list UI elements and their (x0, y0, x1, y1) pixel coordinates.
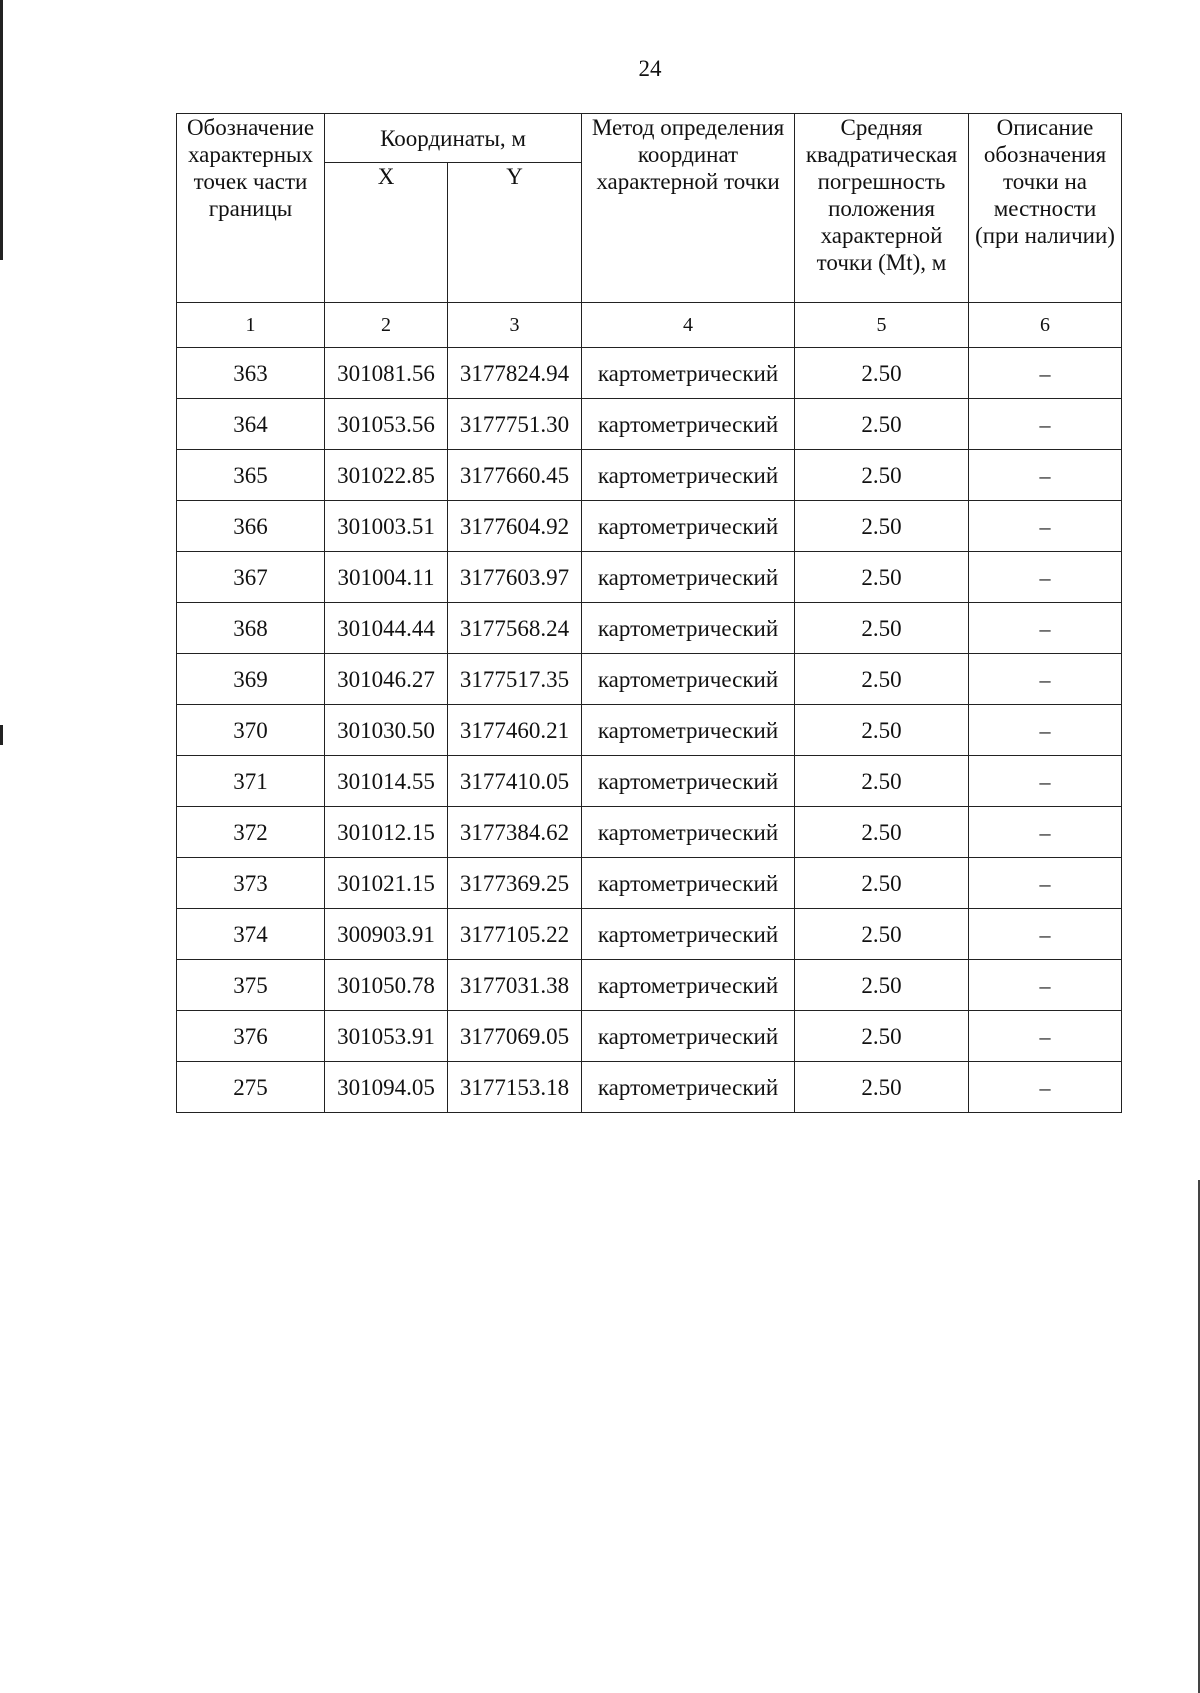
cell-error: 2.50 (795, 858, 969, 909)
cell-method: картометрический (582, 450, 795, 501)
table-row (177, 1062, 1122, 1113)
cell-method: картометрический (582, 1011, 795, 1062)
cell-y: 3177369.25 (448, 858, 582, 909)
cell-point: 363 (177, 348, 325, 399)
cell-method: картометрический (582, 399, 795, 450)
table-row (177, 705, 1122, 756)
cell-x: 301053.91 (325, 1011, 448, 1062)
cell-error: 2.50 (795, 348, 969, 399)
cell-y: 3177517.35 (448, 654, 582, 705)
cell-error: 2.50 (795, 501, 969, 552)
table-header (177, 114, 1122, 348)
cell-description: – (969, 501, 1122, 552)
cell-point: 364 (177, 399, 325, 450)
cell-x: 301003.51 (325, 501, 448, 552)
cell-description: – (969, 603, 1122, 654)
table-row (177, 1011, 1122, 1062)
cell-point: 372 (177, 807, 325, 858)
cell-error: 2.50 (795, 603, 969, 654)
cell-point: 373 (177, 858, 325, 909)
column-numbers-row (177, 303, 1122, 348)
cell-y: 3177824.94 (448, 348, 582, 399)
cell-error: 2.50 (795, 1062, 969, 1113)
column-number: 1 (177, 303, 325, 348)
cell-method: картометрический (582, 858, 795, 909)
cell-method: картометрический (582, 909, 795, 960)
table-row (177, 654, 1122, 705)
cell-method: картометрический (582, 552, 795, 603)
cell-error: 2.50 (795, 1011, 969, 1062)
cell-y: 3177751.30 (448, 399, 582, 450)
cell-y: 3177460.21 (448, 705, 582, 756)
table-row (177, 603, 1122, 654)
cell-error: 2.50 (795, 450, 969, 501)
cell-error: 2.50 (795, 654, 969, 705)
cell-point: 368 (177, 603, 325, 654)
header-error: Средняя квадратическая погрешность положения характерной точки (Mt), м (795, 114, 969, 303)
cell-error: 2.50 (795, 807, 969, 858)
cell-point: 371 (177, 756, 325, 807)
cell-description: – (969, 654, 1122, 705)
cell-x: 301022.85 (325, 450, 448, 501)
cell-point: 367 (177, 552, 325, 603)
cell-method: картометрический (582, 348, 795, 399)
column-number: 6 (969, 303, 1122, 348)
header-y: Y (448, 163, 582, 303)
column-number: 3 (448, 303, 582, 348)
cell-x: 301053.56 (325, 399, 448, 450)
cell-point: 366 (177, 501, 325, 552)
cell-x: 301030.50 (325, 705, 448, 756)
cell-method: картометрический (582, 705, 795, 756)
cell-y: 3177410.05 (448, 756, 582, 807)
cell-error: 2.50 (795, 909, 969, 960)
cell-x: 300903.91 (325, 909, 448, 960)
cell-point: 370 (177, 705, 325, 756)
table-row (177, 756, 1122, 807)
table-row (177, 807, 1122, 858)
table-row (177, 399, 1122, 450)
page-number: 24 (638, 56, 662, 81)
cell-error: 2.50 (795, 552, 969, 603)
cell-x: 301046.27 (325, 654, 448, 705)
cell-x: 301021.15 (325, 858, 448, 909)
cell-point: 376 (177, 1011, 325, 1062)
table-row (177, 858, 1122, 909)
cell-x: 301094.05 (325, 1062, 448, 1113)
cell-description: – (969, 552, 1122, 603)
scan-edge-left (0, 0, 3, 260)
cell-y: 3177153.18 (448, 1062, 582, 1113)
cell-point: 275 (177, 1062, 325, 1113)
cell-method: картометрический (582, 960, 795, 1011)
header-description: Описание обозначения точки на местности (при наличии) (969, 114, 1122, 303)
cell-method: картометрический (582, 756, 795, 807)
cell-description: – (969, 399, 1122, 450)
cell-point: 369 (177, 654, 325, 705)
table-body (177, 348, 1122, 1113)
cell-point: 365 (177, 450, 325, 501)
table-row (177, 960, 1122, 1011)
cell-method: картометрический (582, 654, 795, 705)
cell-x: 301044.44 (325, 603, 448, 654)
cell-point: 374 (177, 909, 325, 960)
cell-method: картометрический (582, 807, 795, 858)
cell-x: 301004.11 (325, 552, 448, 603)
column-number: 4 (582, 303, 795, 348)
cell-point: 375 (177, 960, 325, 1011)
column-number: 5 (795, 303, 969, 348)
cell-error: 2.50 (795, 756, 969, 807)
coordinates-table (176, 113, 1122, 1113)
table-row (177, 348, 1122, 399)
header-x: X (325, 163, 448, 303)
scan-edge-left (0, 725, 3, 745)
table-row (177, 450, 1122, 501)
cell-y: 3177604.92 (448, 501, 582, 552)
cell-description: – (969, 909, 1122, 960)
cell-method: картометрический (582, 1062, 795, 1113)
cell-method: картометрический (582, 603, 795, 654)
cell-description: – (969, 705, 1122, 756)
cell-error: 2.50 (795, 705, 969, 756)
cell-y: 3177105.22 (448, 909, 582, 960)
cell-method: картометрический (582, 501, 795, 552)
cell-description: – (969, 450, 1122, 501)
cell-description: – (969, 1011, 1122, 1062)
cell-y: 3177031.38 (448, 960, 582, 1011)
cell-y: 3177069.05 (448, 1011, 582, 1062)
cell-x: 301014.55 (325, 756, 448, 807)
cell-description: – (969, 348, 1122, 399)
cell-description: – (969, 960, 1122, 1011)
cell-x: 301081.56 (325, 348, 448, 399)
cell-error: 2.50 (795, 960, 969, 1011)
cell-y: 3177384.62 (448, 807, 582, 858)
header-coordinates: Координаты, м (325, 114, 582, 163)
table-row (177, 552, 1122, 603)
cell-y: 3177660.45 (448, 450, 582, 501)
cell-description: – (969, 1062, 1122, 1113)
header-method: Метод определения координат характерной точки (582, 114, 795, 303)
header-point: Обозначение характерных точек части границы (177, 114, 325, 303)
table-row (177, 501, 1122, 552)
column-number: 2 (325, 303, 448, 348)
cell-x: 301012.15 (325, 807, 448, 858)
cell-description: – (969, 756, 1122, 807)
cell-y: 3177603.97 (448, 552, 582, 603)
cell-description: – (969, 858, 1122, 909)
cell-error: 2.50 (795, 399, 969, 450)
cell-description: – (969, 807, 1122, 858)
table-row (177, 909, 1122, 960)
cell-x: 301050.78 (325, 960, 448, 1011)
cell-y: 3177568.24 (448, 603, 582, 654)
